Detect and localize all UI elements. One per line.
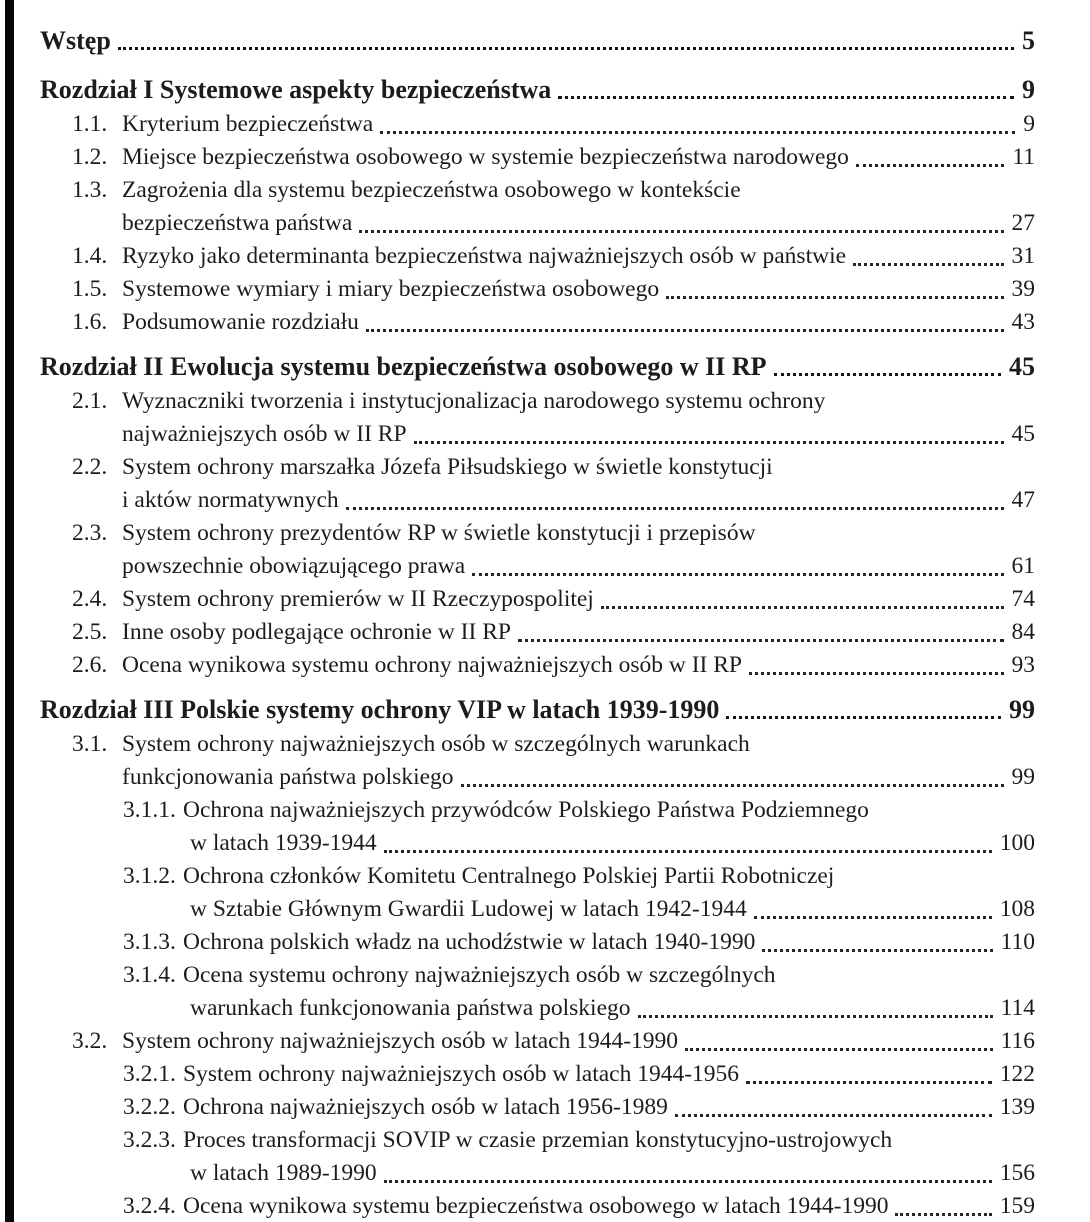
entry-title: Ochrona najważniejszych przywódców Polskiego Państwa Podziemnego	[183, 797, 869, 823]
entry-title: Ocena wynikowa systemu bezpieczeństwa osobowego w latach 1944-1990	[183, 1193, 889, 1219]
entry-title: Zagrożenia dla systemu bezpieczeństwa osobowego w kontekście	[122, 177, 741, 203]
dot-leader	[558, 96, 1014, 99]
toc-entry-row	[40, 860, 1035, 893]
toc-entry-row	[40, 484, 1035, 517]
entry-title: Ocena systemu ochrony najważniejszych osób w szczególnych	[183, 962, 776, 988]
entry-number: 3.1.4.	[123, 962, 176, 988]
entry-number: 1.5.	[72, 276, 108, 302]
toc-entry-row	[40, 174, 1035, 207]
page-number: 110	[1000, 929, 1035, 955]
entry-title: System ochrony prezydentów RP w świetle konstytucji i przepisów	[122, 520, 756, 546]
toc-entry-row	[40, 1157, 1035, 1190]
entry-title: warunkach funkcjonowania państwa polskiego	[190, 995, 631, 1021]
toc-entry-row	[40, 273, 1035, 306]
entry-title: Ryzyko jako determinanta bezpieczeństwa najważniejszych osób w państwie	[122, 243, 847, 269]
dot-leader	[746, 1081, 992, 1084]
page-number: 9	[1022, 75, 1035, 104]
dot-leader	[638, 1015, 993, 1018]
toc-entry-row	[40, 240, 1035, 273]
page-number: 108	[999, 896, 1035, 922]
chapter-title: Wstęp	[40, 26, 111, 55]
entry-number: 2.3.	[72, 520, 108, 546]
entry-number: 1.6.	[72, 309, 108, 335]
entry-title: Ochrona członków Komitetu Centralnego Polskiej Partii Robotniczej	[183, 863, 835, 889]
dot-leader	[856, 164, 1004, 167]
entry-title: i aktów normatywnych	[122, 487, 339, 513]
page-number: 11	[1012, 144, 1035, 170]
entry-number: 3.1.1.	[123, 797, 176, 823]
entry-number: 3.1.3.	[123, 929, 176, 955]
page-number: 27	[1011, 210, 1035, 236]
toc-entry-row	[40, 418, 1035, 451]
table-of-contents	[40, 24, 1035, 1222]
page-number: 99	[1009, 695, 1035, 724]
entry-title: w latach 1939-1944	[190, 830, 377, 856]
entry-title: System ochrony najważniejszych osób w szczególnych warunkach	[122, 731, 750, 757]
entry-title: Kryterium bezpieczeństwa	[122, 111, 374, 137]
toc-entry-row	[40, 616, 1035, 649]
entry-number: 2.2.	[72, 454, 108, 480]
page-number: 114	[1000, 995, 1035, 1021]
entry-number: 1.1.	[72, 111, 108, 137]
entry-title: System ochrony premierów w II Rzeczypospolitej	[122, 586, 594, 612]
page-number: 100	[999, 830, 1035, 856]
toc-entry-row	[40, 550, 1035, 583]
toc-entry-row	[40, 1091, 1035, 1124]
entry-title: Ocena wynikowa systemu ochrony najważniejszych osób w II RP	[122, 652, 742, 678]
dot-leader	[472, 573, 1003, 576]
page-number: 47	[1011, 487, 1035, 513]
dot-leader	[384, 850, 992, 853]
page-number: 159	[999, 1193, 1035, 1219]
dot-leader	[346, 507, 1004, 510]
toc-entry-row	[40, 1058, 1035, 1091]
page-number: 93	[1011, 652, 1035, 678]
dot-leader	[666, 296, 1003, 299]
page-number: 139	[999, 1094, 1035, 1120]
toc-entry-row	[40, 893, 1035, 926]
toc-entry-row	[40, 517, 1035, 550]
page-number: 122	[999, 1061, 1035, 1087]
dot-leader	[384, 1180, 992, 1183]
dot-leader	[118, 47, 1014, 50]
page-number: 116	[1000, 1028, 1035, 1054]
entry-number: 3.2.1.	[123, 1061, 176, 1087]
toc-entry-row	[40, 306, 1035, 339]
toc-entry-row	[40, 1190, 1035, 1222]
entry-title: funkcjonowania państwa polskiego	[122, 764, 454, 790]
entry-number: 3.2.4.	[123, 1193, 176, 1219]
dot-leader	[762, 949, 992, 952]
toc-entry-row	[40, 959, 1035, 992]
entry-title: najważniejszych osób w II RP	[122, 421, 407, 447]
entry-title: Podsumowanie rozdziału	[122, 309, 359, 335]
dot-leader	[895, 1213, 991, 1216]
toc-entry-row	[40, 451, 1035, 484]
page-number: 45	[1009, 352, 1035, 381]
entry-title: bezpieczeństwa państwa	[122, 210, 353, 236]
toc-entry-row	[40, 827, 1035, 860]
page-number: 43	[1011, 309, 1035, 335]
dot-leader	[366, 329, 1004, 332]
page-number: 99	[1011, 764, 1035, 790]
dot-leader	[518, 639, 1004, 642]
entry-title: w Sztabie Głównym Gwardii Ludowej w latach 1942-1944	[190, 896, 747, 922]
toc-entry-row	[40, 141, 1035, 174]
toc-chapter-row	[40, 350, 1035, 383]
entry-title: Miejsce bezpieczeństwa osobowego w systemie bezpieczeństwa narodowego	[122, 144, 849, 170]
chapter-title: Rozdział II Ewolucja systemu bezpieczeństwa osobowego w II RP	[40, 352, 767, 381]
dot-leader	[685, 1048, 993, 1051]
dot-leader	[601, 606, 1004, 609]
toc-entry-row	[40, 1124, 1035, 1157]
entry-number: 3.2.2.	[123, 1094, 176, 1120]
chapter-title: Rozdział III Polskie systemy ochrony VIP w latach 1939-1990	[40, 695, 720, 724]
dot-leader	[414, 441, 1004, 444]
entry-title: System ochrony najważniejszych osób w latach 1944-1956	[183, 1061, 740, 1087]
toc-entry-row	[40, 794, 1035, 827]
toc-chapter-row	[40, 693, 1035, 726]
toc-entry-row	[40, 926, 1035, 959]
dot-leader	[380, 131, 1015, 134]
page-number: 61	[1011, 553, 1035, 579]
toc-entry-row	[40, 728, 1035, 761]
toc-entry-row	[40, 992, 1035, 1025]
toc-entry-row	[40, 761, 1035, 794]
chapter-title: Rozdział I Systemowe aspekty bezpieczeństwa	[40, 75, 552, 104]
toc-entry-row	[40, 583, 1035, 616]
toc-chapter-row	[40, 24, 1035, 57]
page-number: 39	[1011, 276, 1035, 302]
toc-entry-row	[40, 207, 1035, 240]
entry-number: 1.3.	[72, 177, 108, 203]
dot-leader	[853, 263, 1003, 266]
page-number: 156	[999, 1160, 1035, 1186]
entry-number: 3.2.3.	[123, 1127, 176, 1153]
dot-leader	[359, 230, 1003, 233]
dot-leader	[774, 373, 1001, 376]
entry-number: 3.1.	[72, 731, 108, 757]
entry-number: 1.4.	[72, 243, 108, 269]
dot-leader	[754, 916, 992, 919]
page-number: 31	[1011, 243, 1035, 269]
entry-number: 2.5.	[72, 619, 108, 645]
entry-title: Proces transformacji SOVIP w czasie przemian konstytucyjno-ustrojowych	[183, 1127, 893, 1153]
entry-number: 2.6.	[72, 652, 108, 678]
entry-title: Ochrona najważniejszych osób w latach 1956-1989	[183, 1094, 668, 1120]
entry-title: Systemowe wymiary i miary bezpieczeństwa osobowego	[122, 276, 660, 302]
toc-entry-row	[40, 108, 1035, 141]
page-number: 74	[1011, 586, 1035, 612]
entry-title: Ochrona polskich władz na uchodźstwie w latach 1940-1990	[183, 929, 756, 955]
entry-title: Inne osoby podlegające ochronie w II RP	[122, 619, 511, 645]
dot-leader	[461, 784, 1004, 787]
entry-title: powszechnie obowiązującego prawa	[122, 553, 466, 579]
toc-chapter-row	[40, 73, 1035, 106]
page-number: 45	[1011, 421, 1035, 447]
entry-number: 3.1.2.	[123, 863, 176, 889]
entry-number: 2.1.	[72, 388, 108, 414]
entry-number: 1.2.	[72, 144, 108, 170]
dot-leader	[749, 672, 1004, 675]
scan-edge-artifact	[5, 0, 14, 1222]
page-number: 5	[1022, 26, 1035, 55]
entry-title: System ochrony najważniejszych osób w latach 1944-1990	[122, 1028, 679, 1054]
page-number: 9	[1023, 111, 1035, 137]
entry-title: System ochrony marszałka Józefa Piłsudskiego w świetle konstytucji	[122, 454, 773, 480]
dot-leader	[726, 716, 1001, 719]
toc-entry-row	[40, 385, 1035, 418]
toc-entry-row	[40, 1025, 1035, 1058]
page-number: 84	[1011, 619, 1035, 645]
entry-title: Wyznaczniki tworzenia i instytucjonalizacja narodowego systemu ochrony	[122, 388, 826, 414]
entry-number: 3.2.	[72, 1028, 108, 1054]
toc-entry-row	[40, 649, 1035, 682]
entry-title: w latach 1989-1990	[190, 1160, 377, 1186]
entry-number: 2.4.	[72, 586, 108, 612]
dot-leader	[675, 1114, 992, 1117]
